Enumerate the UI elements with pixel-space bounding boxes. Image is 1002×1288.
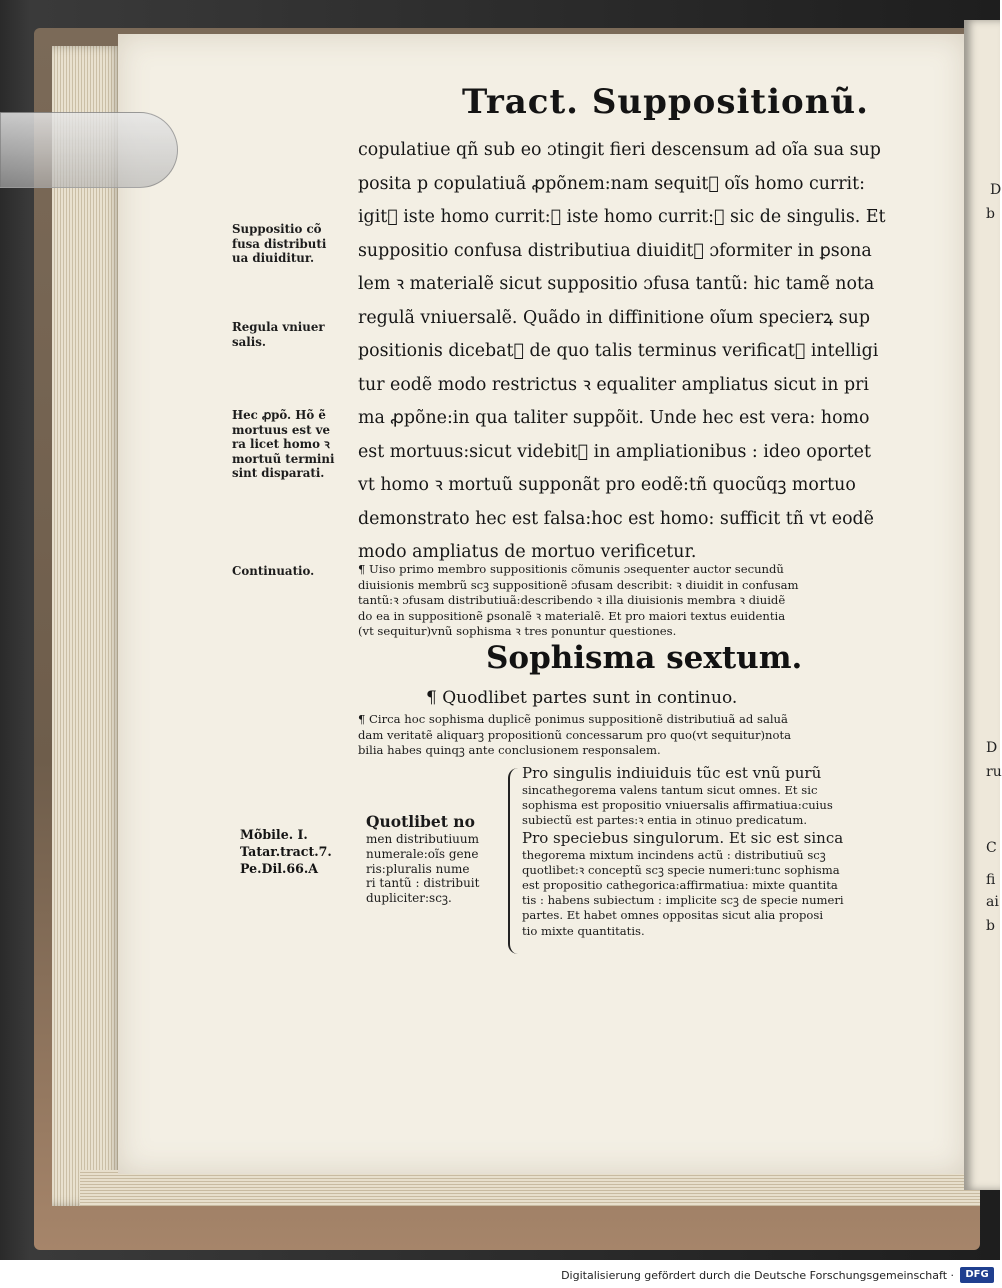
facing-page-edge [964, 20, 1000, 1190]
margin-references [240, 826, 332, 877]
reference-line: Tatar.tract.7. [240, 844, 332, 859]
text-line: tur eodẽ modo restrictus ꝛ equaliter ampliatus sicut in pri [358, 374, 869, 395]
margin-line: Continuatio. [232, 564, 315, 578]
margin-line: Hec ꝓpõ. Hõ ẽ [232, 408, 326, 422]
gloss-line: (vt sequitur)vnũ sophisma ꝛ tres ponuntur questiones. [358, 624, 677, 638]
text-line: est mortuus:sicut videbit᷑ in ampliationibus : ideo oportet [358, 441, 871, 462]
distinction-line: quotlibet:ꝛ conceptũ scꝫ specie numeri:tunc sophisma [522, 862, 840, 877]
facing-page-fragment: fi [986, 872, 996, 888]
distinction-line: sincathegorema valens tantum sicut omnes. Et sic [522, 783, 818, 797]
sophisma-title: Sophisma sextum. [486, 640, 803, 676]
reference-line: Mõbile. I. [240, 827, 308, 842]
digitization-footer [0, 1264, 1000, 1288]
distinction-line: Pro speciebus singulorum. Et sic est sinca [522, 828, 844, 847]
gloss-line: tantũ:ꝛ ɔfusam distributiuã:describendo ꝛ illa diuisionis membra ꝛ diuidẽ [358, 593, 786, 607]
quotlibet-line: Quotlibet no [366, 812, 475, 831]
gloss-line: ¶ Uiso primo membro suppositionis cõmunis ɔsequenter auctor secundũ [358, 562, 784, 576]
text-line: ma ꝓpõne:in qua taliter suppõit. Unde hec est vera: homo [358, 408, 870, 428]
text-line: modo ampliatus de mortuo verificetur. [358, 542, 697, 562]
facing-page-fragment: ai [986, 894, 999, 910]
running-title: Tract. Suppositionũ. [462, 82, 869, 122]
main-text-block [358, 134, 892, 570]
margin-line: salis. [232, 334, 266, 349]
distinction-line: tis : habens subiectum : implicite scꝫ de specie numeri [522, 893, 844, 908]
reference-line: Pe.Dil.66.A [240, 861, 319, 876]
funding-credit: Digitalisierung gefördert durch die Deutsche Forschungsgemeinschaft · [561, 1269, 954, 1282]
distinction-line: partes. Et habet omnes oppositas sicut alia proposi [522, 908, 824, 923]
quotlibet-line: ri tantũ : distribuit [366, 876, 480, 891]
margin-line: sint disparati. [232, 466, 325, 480]
facing-page-fragment: b [986, 206, 995, 222]
gloss-line: diuisionis membrũ scꝫ suppositionẽ ɔfusam describit: ꝛ diuidit in confusam [358, 577, 799, 592]
text-line: regulã vniuersalẽ. Quãdo in diffinitione oĩum specierꝝ sup [358, 307, 870, 328]
margin-line: ua diuiditur. [232, 251, 315, 265]
gloss-line: do ea in suppositionẽ ꝑsonalẽ ꝛ materialẽ. Et pro maiori textus euidentia [358, 608, 786, 623]
distinction-line: tio mixte quantitatis. [522, 923, 645, 938]
gloss-line: bilia habes quinqꝫ ante conclusionem responsalem. [358, 743, 661, 757]
text-line: lem ꝛ materialẽ sicut suppositio ɔfusa tantũ: hic tamẽ nota [358, 274, 875, 294]
margin-note-continuatio [232, 564, 350, 579]
gloss-line: ¶ Circa hoc sophisma duplicẽ ponimus suppositionẽ distributiuã ad saluã [358, 712, 788, 726]
gloss-circa [358, 712, 904, 759]
margin-line: fusa distributi [232, 236, 327, 251]
margin-note-regula [232, 320, 350, 349]
text-line: copulatiue qñ sub eo ɔtingit fieri descensum ad oĩa sua sup [358, 140, 881, 160]
text-line: igit᷑ iste homo currit:ꝛ iste homo currit:ꝛ sic de singulis. Et [358, 207, 886, 227]
margin-line: ra licet homo ꝛ [232, 437, 330, 451]
bracket [508, 768, 520, 954]
text-line: positionis dicebat᷑ de quo talis terminus verificat᷑ intelligi [358, 341, 879, 361]
facing-page-fragment: D [986, 740, 998, 756]
gloss-line: dam veritatẽ aliquarꝫ propositionũ concessarum pro quo(vt sequitur)nota [358, 727, 792, 742]
text-line: suppositio confusa distributiua diuidit᷑ ɔformiter in ꝑsona [358, 240, 872, 261]
margin-line: mortuũ termini [232, 451, 335, 466]
gloss-continuatio [358, 562, 904, 640]
distinction-line: est propositio cathegorica:affirmatiua: mixte quantita [522, 878, 838, 893]
facing-page-fragment: b [986, 918, 995, 934]
page-edges-bottom [80, 1170, 980, 1206]
bookmark-clip [0, 112, 178, 188]
quotlibet-line: men distributiuum [366, 832, 480, 846]
quotlibet-definition [366, 812, 512, 906]
distinction-line: subiectũ est partes:ꝛ entia in ɔtinuo predicatum. [522, 813, 808, 828]
facing-page-fragment: C [986, 840, 997, 856]
text-line: posita p copulatiuã ꝓpõnem:nam sequit᷑ oĩs homo currit: [358, 173, 865, 194]
dfg-logo: DFG [960, 1267, 994, 1283]
quotlibet-line: dupliciter:scꝫ. [366, 891, 452, 906]
sophisma-thesis: ¶ Quodlibet partes sunt in continuo. [426, 688, 738, 708]
margin-note-hec [232, 408, 350, 481]
text-line: vt homo ꝛ mortuũ supponãt pro eodẽ:tñ quocũqꝫ mortuo [358, 475, 856, 495]
facing-page-fragment: ru [986, 764, 1002, 780]
quotlibet-line: ris:pluralis nume [366, 861, 470, 876]
margin-line: mortuus est ve [232, 422, 330, 437]
bracketed-distinctions [522, 764, 912, 939]
margin-note-confusa [232, 222, 350, 266]
distinction-line: thegorema mixtum incindens actũ : distributiuũ scꝫ [522, 847, 826, 862]
distinction-line: Pro singulis indiuiduis tũc est vnũ purũ [522, 764, 822, 782]
margin-line: Suppositio cõ [232, 222, 322, 236]
distinction-line: sophisma est propositio vniuersalis affirmatiua:cuius [522, 798, 833, 813]
page-edges-left [52, 46, 122, 1206]
quotlibet-line: numerale:oĩs gene [366, 846, 479, 861]
text-line: demonstrato hec est falsa:hoc est homo: sufficit tñ vt eodẽ [358, 508, 874, 529]
facing-page-fragment: D [990, 182, 1002, 198]
margin-line: Regula vniuer [232, 320, 325, 334]
